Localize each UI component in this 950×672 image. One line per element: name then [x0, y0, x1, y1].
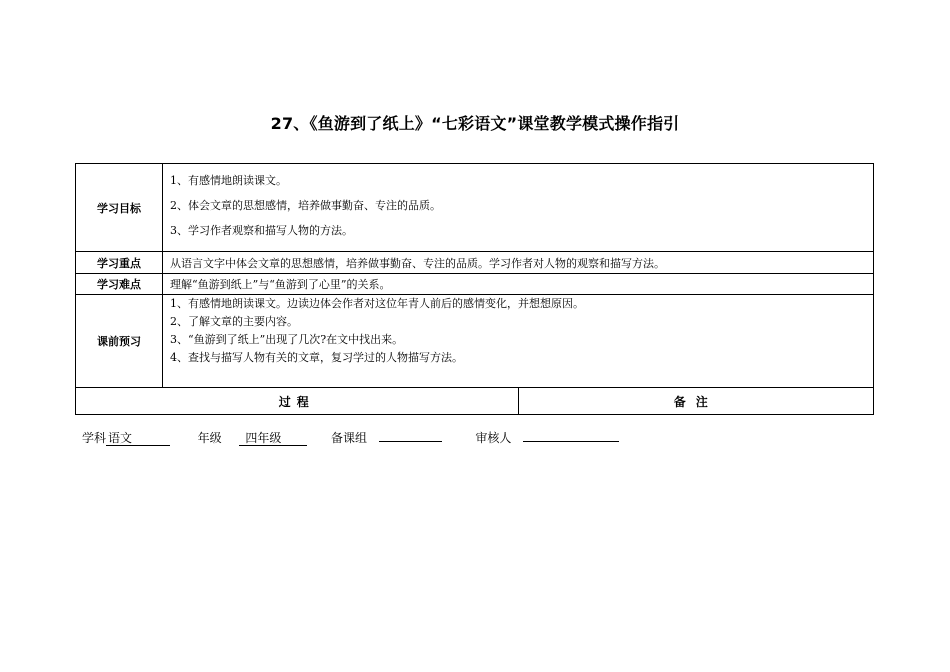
- goal-item: 2、体会文章的思想感情，培养做事勤奋、专注的品质。: [170, 199, 441, 212]
- goals-content: [163, 164, 874, 252]
- page-title: 27、《鱼游到了纸上》“七彩语文”课堂教学模式操作指引: [270, 114, 680, 133]
- difficulty-row: [76, 274, 874, 295]
- process-header-row: [76, 388, 874, 415]
- grade-label: 年级: [197, 431, 222, 445]
- goal-item: 1、有感情地朗读课文。: [170, 174, 287, 187]
- preview-row: [76, 295, 874, 388]
- subject-label: 学科: [82, 431, 107, 445]
- preview-item: 1、有感情地朗读课文。边读边体会作者对这位年青人前后的感情变化，并想想原因。: [170, 297, 584, 310]
- difficulty-label: 学习难点: [76, 274, 163, 295]
- reviewer-label: 审核人: [475, 431, 512, 445]
- notes-header: 备注: [518, 388, 874, 415]
- preview-item: 3、“鱼游到了纸上”出现了几次?在文中找出来。: [170, 333, 404, 346]
- group-value: [379, 426, 442, 442]
- goal-item: 3、学习作者观察和描写人物的方法。: [170, 224, 353, 237]
- footer-info: [82, 426, 619, 446]
- group-label: 备课组: [331, 431, 368, 445]
- preview-item: 4、查找与描写人物有关的文章，复习学过的人物描写方法。: [170, 351, 463, 364]
- process-header: 过程: [76, 388, 519, 415]
- focus-text: 从语言文字中体会文章的思想感情，培养做事勤奋、专注的品质。学习作者对人物的观察和描写方法。: [163, 252, 874, 274]
- reviewer-value: [523, 426, 619, 442]
- difficulty-text: 理解“鱼游到纸上”与“鱼游到了心里”的关系。: [163, 274, 874, 295]
- focus-row: [76, 252, 874, 274]
- subject-value: 语文: [106, 430, 170, 446]
- goals-label: 学习目标: [76, 164, 163, 252]
- preview-label: 课前预习: [76, 295, 163, 388]
- grade-value: 四年级: [239, 430, 307, 446]
- lesson-plan-table: [75, 163, 874, 415]
- goals-row: [76, 164, 874, 252]
- focus-label: 学习重点: [76, 252, 163, 274]
- preview-item: 2、了解文章的主要内容。: [170, 315, 298, 328]
- preview-content: [163, 295, 874, 388]
